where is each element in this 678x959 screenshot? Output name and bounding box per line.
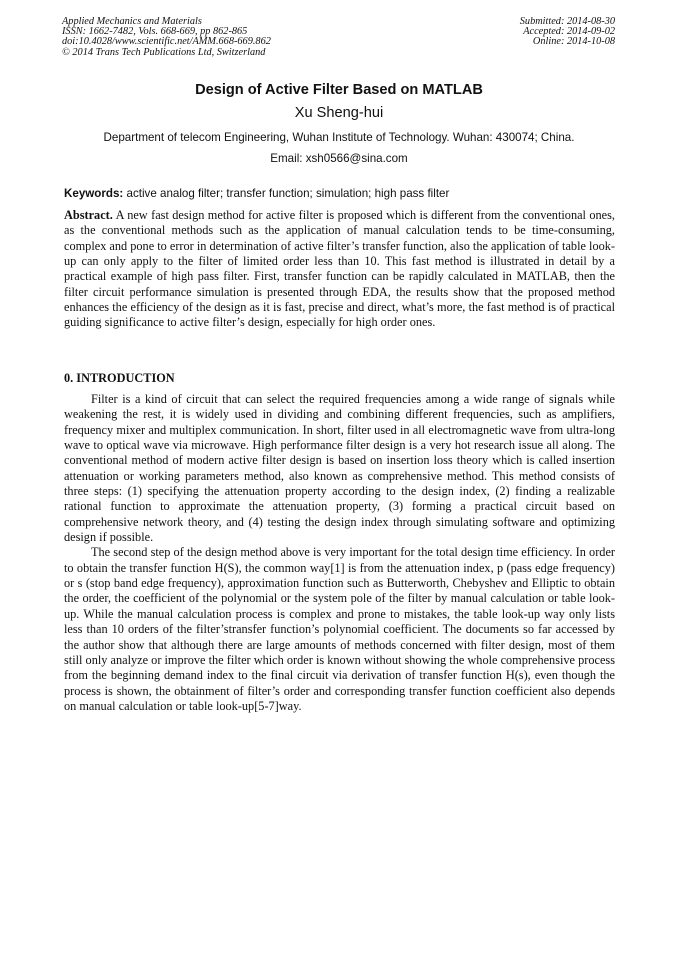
paper-author: Xu Sheng-hui <box>294 105 384 121</box>
abstract-label: Abstract. <box>64 208 113 222</box>
abstract <box>64 208 615 331</box>
journal-header <box>62 17 271 58</box>
intro-paragraph-2: The second step of the design method above is very important for the total design time efficiency. In order to obtain the transfer function H(S), the common way[1] is from the attenuation index, p (pass edge frequency) or s (stop band edge frequency), approximation function such as Butterworth, Chebyshev and Elliptic to obtain the order, the coefficient of the polynomial or the system pole of the filter by manual calculation or table look-up. While the manual calculation process is complex and prone to mistakes, the table look-up way only lists less than 10 orders of the filter’stransfer function’s polynomial coefficient. The documents so far accessed by the author show that although there are large amounts of methods concerned with filter design, most of them still only analyze or improve the filter which order is known without showing the whole comprehensive process from the beginning demand index to the final circuit via derivation of transfer function H(s), even though the process is shown, the obtainment of filter’s order and corresponding transfer function coefficient also depends on manual calculation or table look-up[5-7]way. <box>64 545 615 713</box>
submission-dates <box>520 17 615 48</box>
abstract-text: A new fast design method for active filter is proposed which is different from the conventional ones, as the conventional methods such as the application of manual calculation tends to be time-consuming, complex and pone to error in determination of active filter’s transfer function, also the application of table look-up can only apply to the filter of limited order less than 10. This fast method is illustrated in detail by a practical example of high pass filter. First, transfer function can be rapidly calculated in MATLAB, then the filter circuit performance simulation is presented through EDA, the results show that the proposed method enhances the efficiency of the design as it is fast, precise and direct, what’s more, the fast method is of practical guiding significance to active filter’s design, especially for high order ones. <box>64 208 615 330</box>
journal-copyright: © 2014 Trans Tech Publications Ltd, Switzerland <box>62 46 266 58</box>
journal-doi: doi:10.4028/www.scientific.net/AMM.668-669.862 <box>62 36 271 48</box>
intro-paragraph-1: Filter is a kind of circuit that can select the required frequencies among a wide range of signals while weakening the rest, it is widely used in dividing and combining different frequencies, such as amplifiers, frequency mixer and multiplex communication. In short, filter used in all electromagnetic wave from ultra-long wave to optical wave via microwave. High performance filter design is a very hot research issue all along. The conventional method of modern active filter design is based on insertion loss theory which is called insertion attenuation or working parameters method, also known as comprehensive method. This method consists of three steps: (1) specifying the attenuation property according to the design index, (2) finding a realizable rational function to approximate the attenuation property, (3) forming a practical circuit based on comprehensive network theory, and (4) testing the design index through simulating software and optimizing design if possible. <box>64 392 615 545</box>
author-email: Email: xsh0566@sina.com <box>270 152 408 165</box>
journal-name: Applied Mechanics and Materials <box>62 16 202 27</box>
introduction-body <box>64 392 615 714</box>
submitted-date: Submitted: 2014-08-30 <box>519 16 615 27</box>
keywords-text: active analog filter; transfer function; simulation; high pass filter <box>123 187 450 200</box>
section-heading: 0. INTRODUCTION <box>64 371 175 385</box>
author-affiliation: Department of telecom Engineering, Wuhan Institute of Technology. Wuhan: 430074; China. <box>103 131 575 144</box>
journal-issn: ISSN: 1662-7482, Vols. 668-669, pp 862-865 <box>62 26 248 38</box>
accepted-date: Accepted: 2014-09-02 <box>523 26 615 38</box>
online-date: Online: 2014-10-08 <box>532 36 615 48</box>
keywords <box>64 187 614 201</box>
paper-title: Design of Active Filter Based on MATLAB <box>195 82 483 98</box>
keywords-label: Keywords: <box>64 187 124 200</box>
